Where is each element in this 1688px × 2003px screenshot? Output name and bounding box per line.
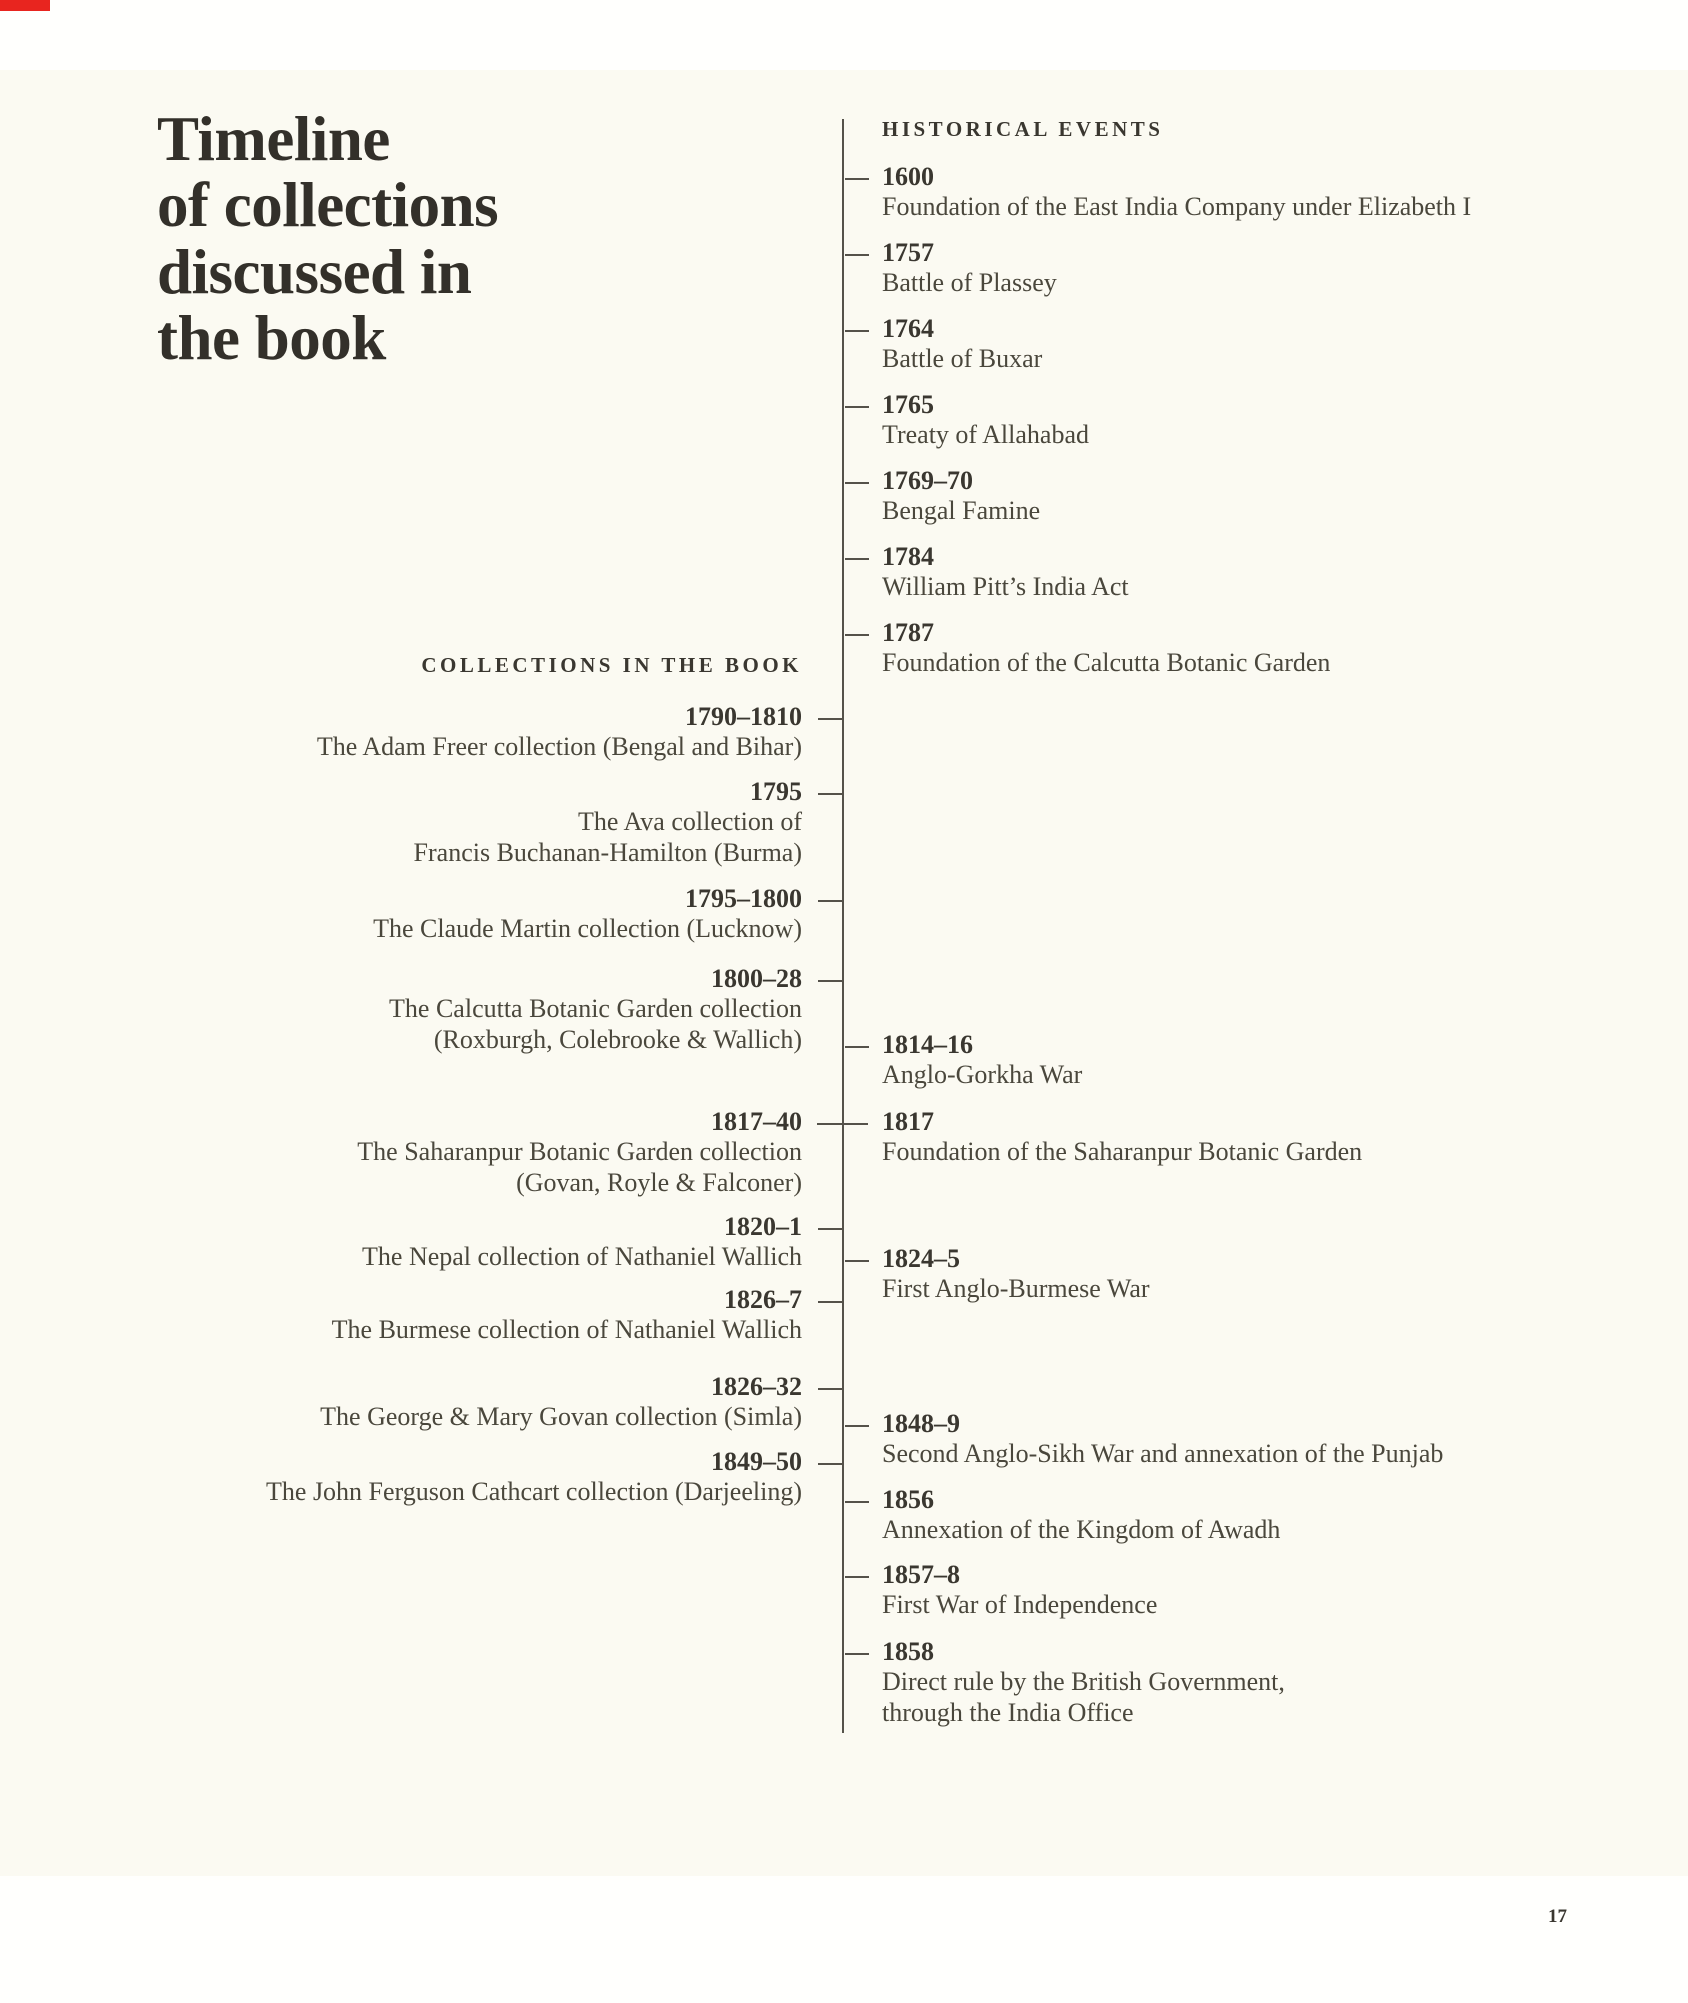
timeline-event-label: First Anglo-Burmese War: [882, 1274, 1150, 1303]
timeline-tick: [845, 1501, 869, 1503]
timeline-year: 1848–9: [882, 1409, 960, 1438]
timeline-tick: [818, 1228, 843, 1230]
timeline-event-label: The Burmese collection of Nathaniel Wallich: [331, 1315, 802, 1344]
timeline-tick: [845, 1260, 869, 1262]
page-number: 17: [1548, 1906, 1567, 1927]
timeline-year: 1857–8: [882, 1560, 960, 1589]
timeline-event-label: The George & Mary Govan collection (Simla): [320, 1402, 802, 1431]
timeline-event-label: Annexation of the Kingdom of Awadh: [882, 1515, 1281, 1544]
timeline-event-label: William Pitt’s India Act: [882, 572, 1129, 601]
timeline-event-label: through the India Office: [882, 1698, 1134, 1727]
timeline-tick: [845, 634, 869, 636]
timeline-tick: [818, 1463, 843, 1465]
page-title-line: of collections: [157, 170, 499, 240]
timeline-tick: [845, 254, 869, 256]
timeline-year: 1826–32: [711, 1372, 802, 1401]
timeline-tick: [845, 1425, 869, 1427]
timeline-year: 1600: [882, 162, 934, 191]
timeline-event-label: Direct rule by the British Government,: [882, 1667, 1285, 1696]
timeline-tick: [818, 980, 843, 982]
timeline-tick: [845, 558, 869, 560]
timeline-event-label: Treaty of Allahabad: [882, 420, 1089, 449]
timeline-year: 1764: [882, 314, 934, 343]
timeline-event-label: The John Ferguson Cathcart collection (Darjeeling): [266, 1477, 802, 1506]
timeline-year: 1858: [882, 1637, 934, 1666]
timeline-year: 1800–28: [711, 964, 802, 993]
timeline-event-label: Second Anglo-Sikh War and annexation of the Punjab: [882, 1439, 1444, 1468]
timeline-tick: [845, 330, 869, 332]
timeline-event-label: The Claude Martin collection (Lucknow): [373, 914, 802, 943]
historical-events-header: HISTORICAL EVENTS: [882, 117, 1164, 141]
timeline-event-label: Bengal Famine: [882, 496, 1041, 525]
timeline-year: 1856: [882, 1485, 934, 1514]
timeline-year: 1795: [750, 777, 802, 806]
timeline-year: 1826–7: [724, 1285, 802, 1314]
timeline-year: 1795–1800: [685, 884, 802, 913]
timeline-event-label: Anglo-Gorkha War: [882, 1060, 1083, 1089]
timeline-event-label: The Saharanpur Botanic Garden collection: [357, 1137, 802, 1166]
timeline-year: 1765: [882, 390, 934, 419]
timeline-event-label: Foundation of the East India Company under Elizabeth I: [882, 192, 1472, 221]
timeline-tick: [817, 1123, 868, 1125]
timeline-year: 1817: [882, 1107, 934, 1136]
timeline-event-label: The Adam Freer collection (Bengal and Bihar): [316, 732, 802, 761]
timeline-event-label: First War of Independence: [882, 1590, 1158, 1619]
timeline-year: 1769–70: [882, 466, 973, 495]
timeline-tick: [845, 178, 869, 180]
timeline-year: 1757: [882, 238, 934, 267]
timeline-tick: [818, 1388, 843, 1390]
timeline-event-label: The Ava collection of: [577, 807, 802, 836]
timeline-tick: [818, 1301, 843, 1303]
timeline-tick: [845, 1046, 869, 1048]
collections-header: COLLECTIONS IN THE BOOK: [421, 653, 802, 677]
timeline-tick: [845, 406, 869, 408]
page-title-line: discussed in: [157, 237, 472, 307]
timeline-event-label: The Nepal collection of Nathaniel Wallich: [362, 1242, 802, 1271]
timeline-year: 1849–50: [711, 1447, 802, 1476]
timeline-event-label: (Govan, Royle & Falconer): [516, 1168, 802, 1197]
timeline-event-label: Battle of Plassey: [882, 268, 1057, 297]
timeline-tick: [818, 900, 843, 902]
timeline-tick: [845, 1576, 869, 1578]
page-title-line: Timeline: [157, 104, 390, 174]
page-title-line: the book: [157, 303, 386, 373]
timeline-event-label: Battle of Buxar: [882, 344, 1043, 373]
timeline-year: 1814–16: [882, 1030, 973, 1059]
timeline-event-label: The Calcutta Botanic Garden collection: [389, 994, 802, 1023]
red-corner-mark: [0, 0, 50, 11]
timeline-year: 1820–1: [724, 1212, 802, 1241]
timeline-year: 1817–40: [711, 1107, 802, 1136]
timeline-tick: [845, 1653, 869, 1655]
timeline-year: 1784: [882, 542, 934, 571]
timeline-event-label: Foundation of the Calcutta Botanic Garden: [882, 648, 1331, 677]
timeline-tick: [845, 482, 869, 484]
timeline-tick: [818, 718, 843, 720]
timeline-event-label: (Roxburgh, Colebrooke & Wallich): [433, 1025, 802, 1054]
timeline-year: 1790–1810: [685, 702, 802, 731]
timeline-event-label: Foundation of the Saharanpur Botanic Garden: [882, 1137, 1363, 1166]
timeline-event-label: Francis Buchanan-Hamilton (Burma): [413, 838, 802, 867]
timeline-tick: [818, 793, 843, 795]
timeline-year: 1787: [882, 618, 934, 647]
timeline-axis-line: [842, 119, 844, 1733]
timeline-year: 1824–5: [882, 1244, 960, 1273]
